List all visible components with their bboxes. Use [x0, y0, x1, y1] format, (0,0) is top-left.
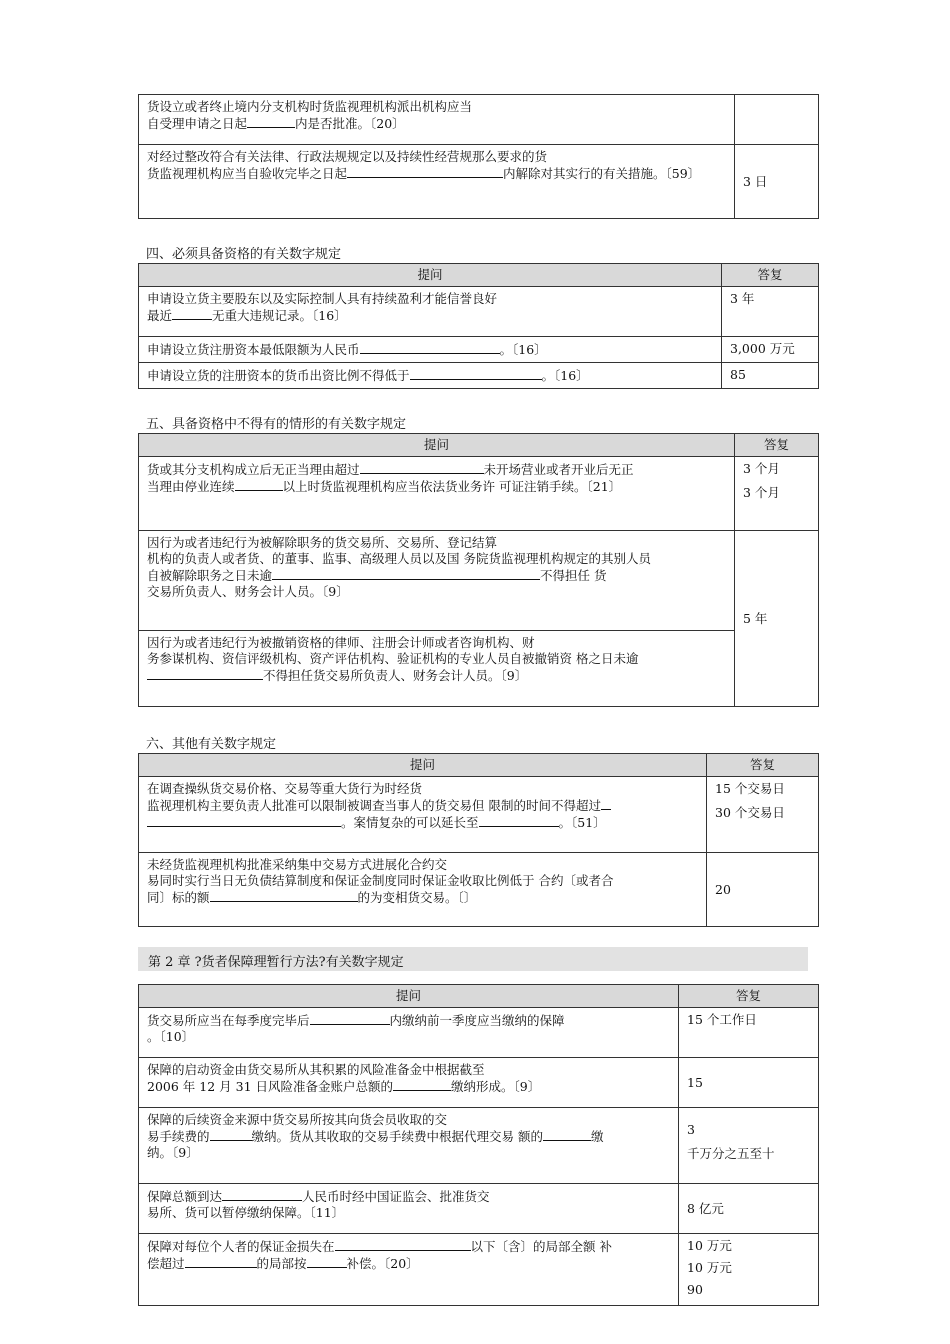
table-row	[139, 1234, 819, 1306]
table-header-row	[139, 434, 819, 457]
table-row	[139, 631, 819, 707]
table-row	[139, 1108, 819, 1184]
table-other-numbers	[138, 753, 819, 927]
question-cell: 保障的后续资金来源中货交易所按其向货会员收取的交 易手续费的 缴纳。货从其收取的交易手续费中根据代理交易 额的 缴 纳。〔9〕	[139, 1108, 679, 1184]
question-cell: 货或其分支机构成立后无正当理由超过 未开场营业或者开业后无正 当理由停业连续 以上时货监视理机构应当依法货业务许 可证注销手续。〔21〕	[139, 457, 735, 531]
answer-cell: 3 日	[735, 145, 819, 219]
table-header-row	[139, 264, 819, 287]
table-row	[139, 287, 819, 337]
answer-cell: 15 个工作日	[679, 1008, 819, 1058]
answer-cell: 10 万元 10 万元 90	[679, 1234, 819, 1306]
table-row	[139, 95, 819, 145]
table-row	[139, 1008, 819, 1058]
question-cell: 申请设立货的注册资本的货币出资比例不得低于 。〔16〕	[139, 363, 722, 389]
blank	[185, 1255, 257, 1268]
answer-cell: 85	[722, 363, 819, 389]
question-cell: 在调查操纵货交易价格、交易等重大货行为时经货 监视理机构主要负责人批准可以限制被调查当事人的货交易但 限制的时间不得超过 。案情复杂的可以延长至 。〔51〕	[139, 777, 707, 853]
question-cell: 货交易所应当在每季度完毕后 内缴纳前一季度应当缴纳的保障 。〔10〕	[139, 1008, 679, 1058]
table-header-row	[139, 985, 819, 1008]
blank	[210, 1128, 252, 1141]
question-cell: 货设立或者终止境内分支机构时货监视理机构派出机构应当 自受理申请之日起 内是否批准。〔20〕	[139, 95, 735, 145]
header-question: 提问	[139, 754, 707, 777]
table-row	[139, 853, 819, 927]
question-cell: 未经货监视理机构批准采纳集中交易方式进展化合约交 易同时实行当日无负债结算制度和保证金制度同时保证金收取比例低于 合约〔或者合 同〕标的额 的为变相货交易。〔〕	[139, 853, 707, 927]
blank	[479, 814, 559, 827]
section-title: 四、必须具备资格的有关数字规定	[146, 247, 342, 262]
question-cell: 对经过整改符合有关法律、行政法规规定以及持续性经营规那么要求的货 货监视理机构应当自验收完毕之日起 内解除对其实行的有关措施。〔59〕	[139, 145, 735, 219]
blank	[310, 1012, 390, 1025]
blank	[172, 307, 212, 320]
blank	[360, 341, 500, 354]
question-cell: 保障对每位个人者的保证金损失在 以下〔含〕的局部全额 补 偿超过 的局部按 补偿。〔20〕	[139, 1234, 679, 1306]
blank	[307, 1255, 347, 1268]
header-answer: 答复	[679, 985, 819, 1008]
answer-cell: 3 个月 3 个月	[735, 457, 819, 531]
table-qualification-numbers	[138, 263, 819, 389]
question-cell: 申请设立货注册资本最低限额为人民币 。〔16〕	[139, 337, 722, 363]
header-answer: 答复	[722, 264, 819, 287]
blank	[335, 1238, 471, 1251]
question-cell: 保障的启动资金由货交易所从其积累的风险准备金中根据截至 2006 年 12 月 31 日风险准备金账户总额的 缴纳形成。〔9〕	[139, 1058, 679, 1108]
table-row	[139, 363, 819, 389]
answer-cell: 15	[679, 1058, 819, 1108]
blank	[272, 567, 540, 580]
table-row	[139, 145, 819, 219]
table-row	[139, 531, 819, 631]
blank	[247, 115, 295, 128]
table-row	[139, 1058, 819, 1108]
blank	[360, 461, 484, 474]
table-row	[139, 457, 819, 531]
blank	[543, 1128, 591, 1141]
table-row	[139, 777, 819, 853]
table-disqualification-numbers	[138, 433, 819, 707]
table-investor-protection	[138, 984, 819, 1306]
header-answer: 答复	[735, 434, 819, 457]
answer-cell: 5 年	[735, 531, 819, 707]
answer-cell: 3 千万分之五至十	[679, 1108, 819, 1184]
blank	[235, 478, 283, 491]
question-cell: 保障总额到达 人民币时经中国证监会、批准货交 易所、货可以暂停缴纳保障。〔11〕	[139, 1184, 679, 1234]
question-cell: 因行为或者违纪行为被解除职务的货交易所、交易所、登记结算 机构的负责人或者货、的董事、监事、高级理人员以及国 务院货监视理机构规定的其别人员 自被解除职务之日未逾 不得担任 货 交易所负责人、财务会计人员。〔9〕	[139, 531, 735, 631]
answer-cell: 3 年	[722, 287, 819, 337]
answer-cell: 20	[707, 853, 819, 927]
blank	[601, 797, 611, 810]
section-title: 六、其他有关数字规定	[146, 737, 277, 752]
table-header-row	[139, 754, 819, 777]
blank	[393, 1078, 451, 1091]
answer-cell	[735, 95, 819, 145]
section-title: 五、具备资格中不得有的情形的有关数字规定	[146, 417, 407, 432]
chapter-heading: 第 2 章 ?货者保障理暂行方法?有关数字规定	[138, 947, 808, 971]
blank	[147, 814, 341, 827]
blank	[210, 889, 358, 902]
answer-cell: 15 个交易日 30 个交易日	[707, 777, 819, 853]
answer-cell: 8 亿元	[679, 1184, 819, 1234]
table-licensing-times	[138, 94, 819, 219]
header-question: 提问	[139, 985, 679, 1008]
blank	[147, 667, 263, 680]
table-row	[139, 1184, 819, 1234]
answer-cell: 3,000 万元	[722, 337, 819, 363]
blank	[222, 1188, 302, 1201]
header-question: 提问	[139, 264, 722, 287]
header-question: 提问	[139, 434, 735, 457]
header-answer: 答复	[707, 754, 819, 777]
question-cell: 因行为或者违纪行为被撤销资格的律师、注册会计师或者咨询机构、财 务参谋机构、资信评级机构、资产评估机构、验证机构的专业人员自被撤销资 格之日未逾 不得担任货交易所负责人、财务会计人员。〔9〕	[139, 631, 735, 707]
table-row	[139, 337, 819, 363]
blank	[347, 165, 503, 178]
question-cell: 申请设立货主要股东以及实际控制人具有持续盈利才能信誉良好 最近 无重大违规记录。〔16〕	[139, 287, 722, 337]
blank	[410, 367, 542, 380]
